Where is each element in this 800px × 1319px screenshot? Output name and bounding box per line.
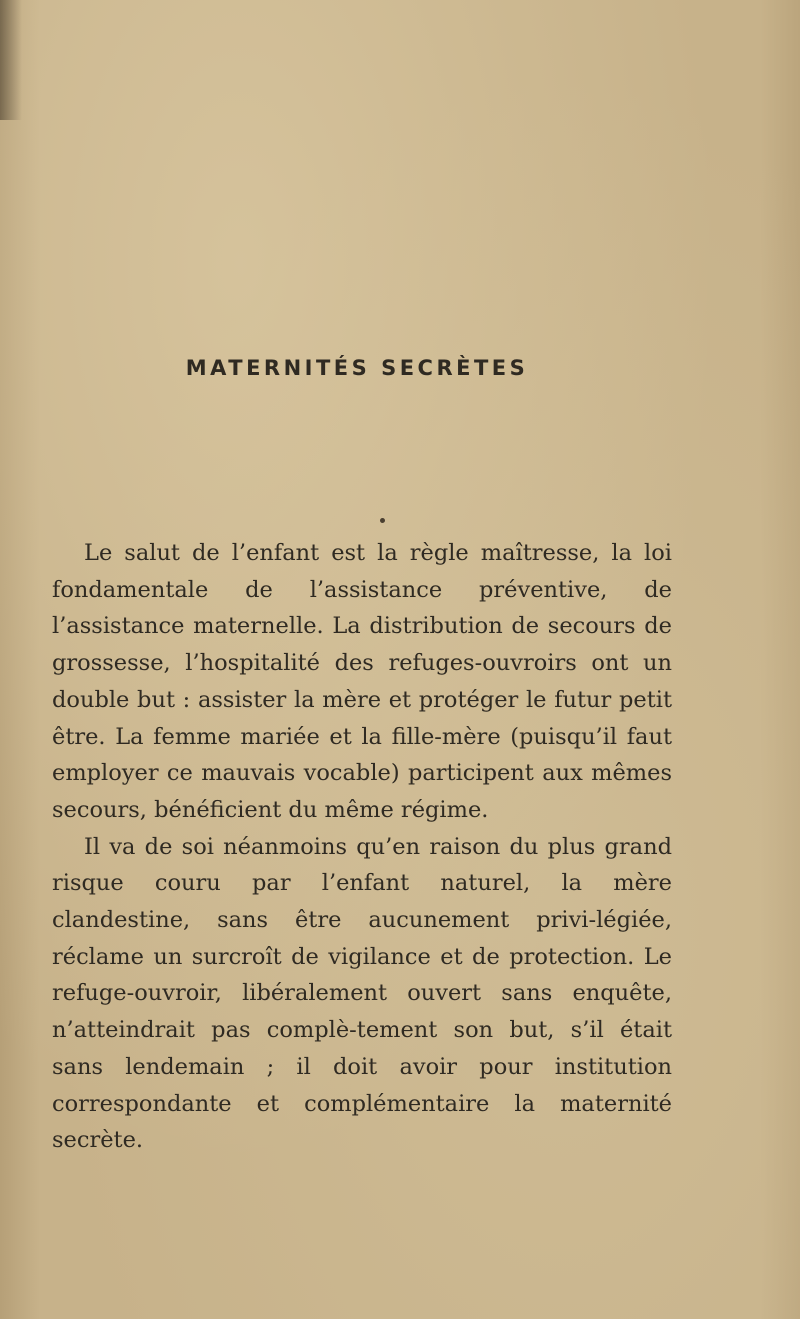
body-text [52, 535, 672, 1159]
chapter-title: MATERNITÉS SECRÈTES [185, 356, 529, 380]
paragraph-1: Le salut de l’enfant est la règle maîtresse, la loi fondamentale de l’assistance préventive, de l’assistance maternelle. La distribution de secours de grossesse, l’hospitalité des refuges-ouvroirs ont un double but : assister la mère et protéger le futur petit être. La femme mariée et la fille-mère (puisqu’il faut employer ce mauvais vocable) participent aux mêmes secours, bénéficient du même régime. [52, 540, 672, 823]
paragraph-2: Il va de soi néanmoins qu’en raison du plus grand risque couru par l’enfant naturel, la mère clandestine, sans être aucunement privi-légiée, réclame un surcroît de vigilance et de protection. Le refuge-ouvroir, libéralement ouvert sans enquête, n’atteindrait pas complè-tement son but, s’il était sans lendemain ; il doit avoir pour institution correspondante et complémentaire la maternité secrète. [52, 833, 672, 1154]
page-edge-shadow [0, 0, 22, 120]
ornament-dot [380, 518, 385, 523]
